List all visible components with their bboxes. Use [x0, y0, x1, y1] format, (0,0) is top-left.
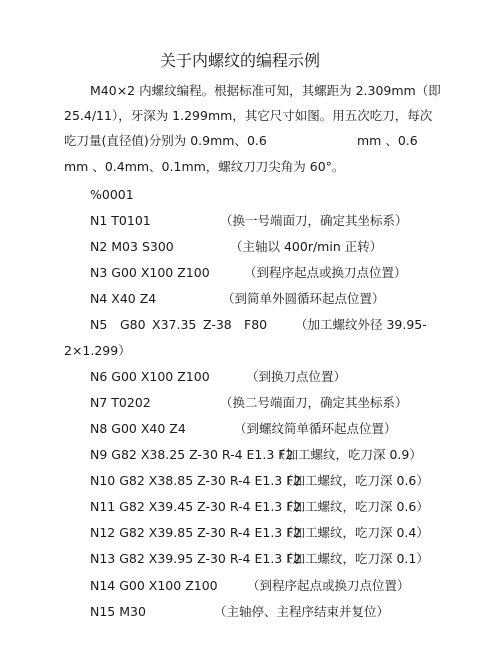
paragraph-line-3-tail: mm 、0.6 [357, 133, 418, 148]
program-comment: （到简单外圆循环起点位置） [222, 291, 385, 306]
program-comment-continuation: 2×1.299） [64, 343, 131, 358]
program-comment: （主轴停、主程序结束并复位） [214, 604, 390, 619]
program-code: N12 G82 X39.85 Z-30 R-4 E1.3 F2 [90, 525, 302, 540]
program-code-segment: G80 [120, 317, 146, 332]
program-number: %0001 [90, 187, 134, 202]
program-comment: （到程序起点或换刀点位置） [244, 265, 407, 280]
program-code-segment: X37.35 [152, 317, 197, 332]
program-comment: （加工螺纹，吃刀深 0.6） [280, 499, 429, 514]
program-code: N15 M30 [90, 604, 146, 619]
program-comment: （加工螺纹，吃刀深 0.6） [280, 473, 429, 488]
program-code: N7 T0202 [90, 395, 151, 410]
program-comment: （加工螺纹，吃刀深 0.4） [280, 525, 429, 540]
program-code: N11 G82 X39.45 Z-30 R-4 E1.3 F2 [90, 499, 302, 514]
program-code: N8 G00 X40 Z4 [90, 421, 186, 436]
program-code: N2 M03 S300 [90, 239, 174, 254]
program-comment: （到螺纹简单循环起点位置） [234, 421, 397, 436]
program-code: N6 G00 X100 Z100 [90, 369, 210, 384]
program-code: N13 G82 X39.95 Z-30 R-4 E1.3 F2 [90, 551, 302, 566]
program-comment: （加工螺纹，吃刀深 0.1） [280, 551, 429, 566]
program-comment: （主轴以 400r/min 正转） [230, 239, 383, 254]
program-code: N14 G00 X100 Z100 [90, 578, 218, 593]
program-code: N1 T0101 [90, 213, 151, 228]
paragraph-line-3: 吃刀量(直径值)分别为 0.9mm、0.6 [64, 133, 267, 148]
program-comment: （到程序起点或换刀点位置） [247, 578, 410, 593]
document-title: 关于内螺纹的编程示例 [159, 51, 320, 70]
program-comment: （加工螺纹外径 39.95- [295, 317, 427, 332]
program-comment: （加工螺纹，吃刀深 0.9） [273, 447, 422, 462]
program-code: N4 X40 Z4 [90, 291, 157, 306]
program-code: N5 [90, 317, 108, 332]
paragraph-line-1: M40×2 内螺纹编程。根据标准可知，其螺距为 2.309mm（即 [90, 83, 441, 98]
program-comment: （换二号端面刀，确定其坐标系） [220, 395, 408, 410]
program-code: N10 G82 X38.85 Z-30 R-4 E1.3 F2 [90, 473, 302, 488]
program-comment: （换一号端面刀，确定其坐标系） [220, 213, 408, 228]
program-code-segment: Z-38 [203, 317, 232, 332]
paragraph-line-2: 25.4/11），牙深为 1.299mm，其它尺寸如图。用五次吃刀，每次 [64, 108, 433, 123]
program-code-segment: F80 [244, 317, 268, 332]
paragraph-line-4: mm 、0.4mm、0.1mm，螺纹刀刀尖角为 60°。 [64, 159, 345, 174]
program-code: N3 G00 X100 Z100 [90, 265, 210, 280]
program-code: N9 G82 X38.25 Z-30 R-4 E1.3 F2 [90, 447, 294, 462]
program-comment: （到换刀点位置） [246, 369, 347, 384]
